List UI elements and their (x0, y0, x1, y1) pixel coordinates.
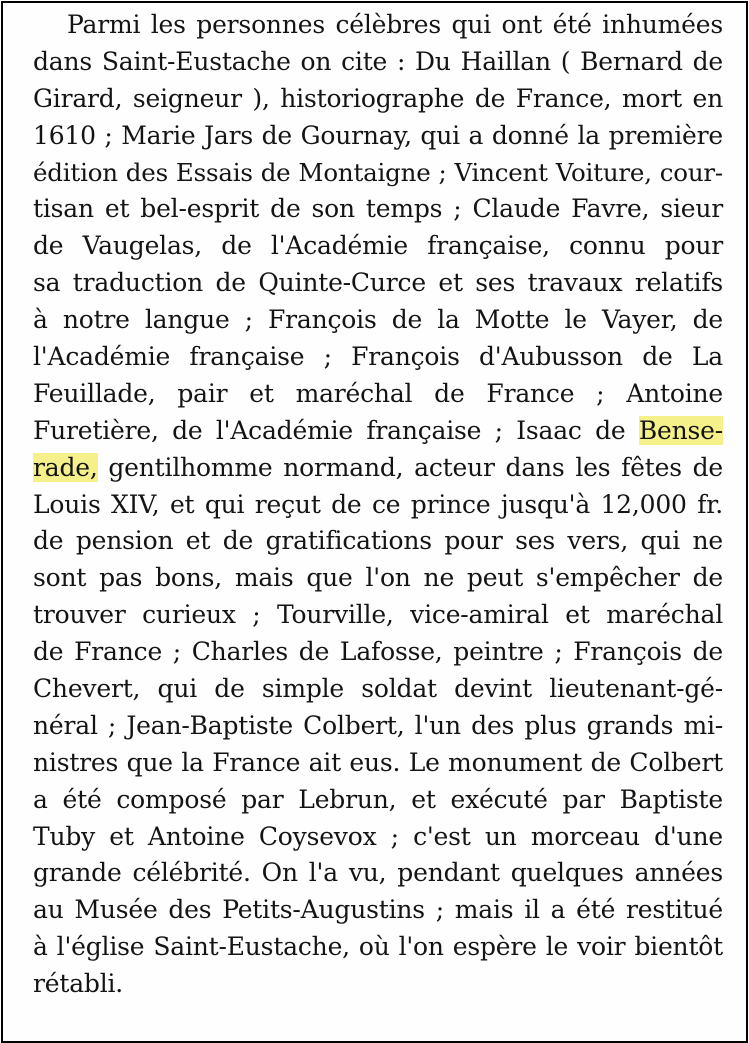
text-line-15: de pension et de gratifications pour ses vers, qui ne (33, 526, 723, 556)
highlighted-word-part-2: rade, (33, 452, 98, 482)
text-line-10: l'Académie française ; François d'Aubusson de La (33, 342, 723, 372)
text-line-14: Louis XIV, et qui reçut de ce prince jusqu'à 12,000 fr. (33, 489, 723, 519)
text-line-1: Parmi les personnes célèbres qui ont été inhumées (67, 10, 723, 39)
text-line-4: 1610 ; Marie Jars de Gournay, qui a donné la première (33, 120, 723, 150)
text-line-26: à l'église Saint-Eustache, où l'on espère le voir bientôt (33, 932, 723, 962)
text-line-2: dans Saint-Eustache on cite : Du Haillan ( Bernard de (33, 46, 723, 76)
text-line-13-body: gentilhomme normand, acteur dans les fêtes de (108, 452, 723, 482)
text-line-25: au Musée des Petits-Augustins ; mais il a été restitué (33, 895, 723, 925)
text-line-22: a été composé par Lebrun, et exécuté par Baptiste (33, 784, 723, 814)
text-line-6: tisan et bel-esprit de son temps ; Claude Favre, sieur (33, 194, 723, 224)
text-line-21: nistres que la France ait eus. Le monument de Colbert (33, 747, 723, 777)
paragraph (33, 7, 723, 1003)
text-line-3: Girard, seigneur ), historiographe de France, mort en (33, 83, 723, 113)
text-line-8: sa traduction de Quinte-Curce et ses travaux relatifs (33, 268, 723, 298)
text-line-27: rétabli. (33, 969, 124, 999)
text-line-7: de Vaugelas, de l'Académie française, connu pour (33, 231, 723, 261)
text-line-16: sont pas bons, mais que l'on ne peut s'empêcher de (33, 563, 723, 593)
text-line-20: néral ; Jean-Baptiste Colbert, l'un des plus grands mi- (33, 710, 723, 740)
text-line-13 (33, 450, 723, 487)
text-line-9: à notre langue ; François de la Motte le Vayer, de (33, 305, 723, 335)
text-line-12 (33, 413, 723, 450)
text-line-18: de France ; Charles de Lafosse, peintre ; François de (33, 637, 723, 667)
text-line-24: grande célébrité. On l'a vu, pendant quelques années (33, 858, 723, 888)
highlighted-word-part-1: Bense- (638, 415, 723, 445)
text-line-17: trouver curieux ; Tourville, vice-amiral et maréchal (33, 600, 723, 630)
text-line-19: Chevert, qui de simple soldat devint lieutenant-gé- (33, 674, 723, 704)
page-frame (1, 1, 748, 1043)
text-line-23: Tuby et Antoine Coysevox ; c'est un morceau d'une (33, 821, 723, 851)
text-line-5: édition des Essais de Montaigne ; Vincent Voiture, cour- (33, 157, 723, 187)
text-line-12-body: Furetière, de l'Académie française ; Isaac de (33, 415, 639, 445)
text-line-11: Feuillade, pair et maréchal de France ; Antoine (33, 378, 723, 408)
